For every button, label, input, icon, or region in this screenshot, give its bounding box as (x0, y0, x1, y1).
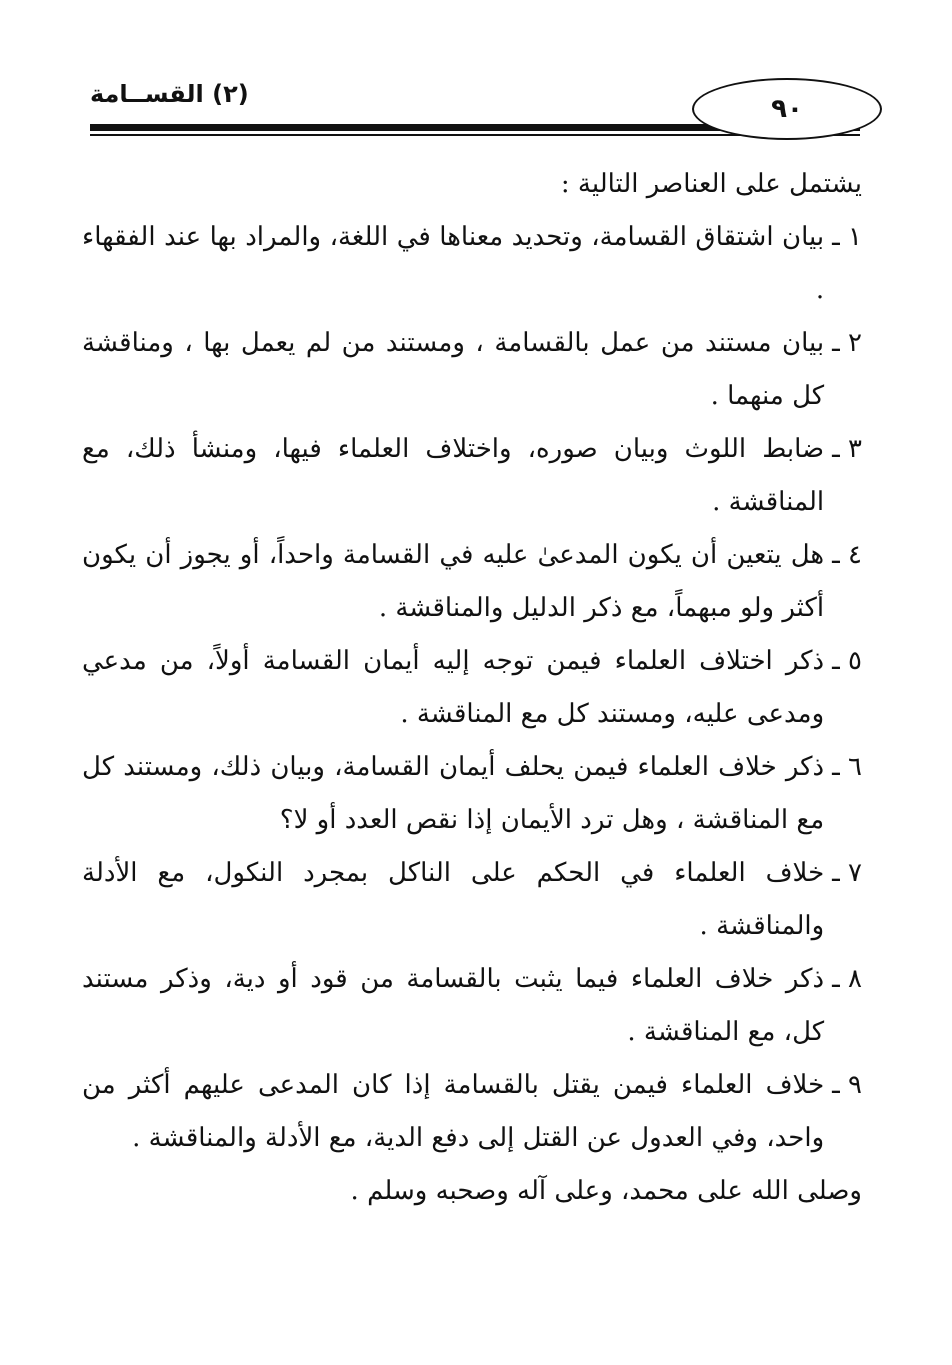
list-item-number: ٥ ـ (832, 646, 862, 676)
list-item-number: ٢ ـ (832, 328, 862, 358)
list-item-text: خلاف العلماء فيمن يقتل بالقسامة إذا كان المدعى عليهم أكثر من واحد، وفي العدول عن القتل إلى دفع الدية، مع الأدلة والمناقشة . (82, 1070, 825, 1153)
list-item-number: ٧ ـ (832, 858, 862, 888)
list-item-text: خلاف العلماء في الحكم على الناكل بمجرد النكول، مع الأدلة والمناقشة . (82, 858, 825, 941)
closing-paragraph: وصلى الله على محمد، وعلى آله وصحبه وسلم . (350, 1176, 862, 1206)
list-item-text: ذكر خلاف العلماء فيما يثبت بالقسامة من قود أو دية، وذكر مستند كل، مع المناقشة . (82, 964, 825, 1047)
list-item-number: ٣ ـ (832, 434, 862, 464)
list-item-text: بيان مستند من عمل بالقسامة ، ومستند من لم يعمل بها ، ومناقشة كل منهما . (82, 328, 825, 411)
list-item-number: ٨ ـ (832, 964, 862, 994)
list-item-text: ضابط اللوث وبيان صوره، واختلاف العلماء فيها، ومنشأ ذلك، مع المناقشة . (82, 434, 825, 517)
list-item (82, 635, 862, 741)
body-text (82, 158, 862, 1218)
list-item (82, 423, 862, 529)
list-item-number: ٤ ـ (832, 540, 862, 570)
list-item (82, 317, 862, 423)
list-item (82, 847, 862, 953)
page-header (80, 60, 860, 150)
intro-paragraph: يشتمل على العناصر التالية : (560, 169, 862, 199)
list-item-number: ٩ ـ (832, 1070, 862, 1100)
list-item-number: ١ ـ (832, 222, 862, 252)
list-item-text: هل يتعين أن يكون المدعىٰ عليه في القسامة واحداً، أو يجوز أن يكون أكثر ولو مبهماً، مع ذكر الدليل والمناقشة . (82, 540, 825, 623)
list-item (82, 1059, 862, 1165)
page-number-oval (692, 78, 882, 140)
list-item-text: ذكر خلاف العلماء فيمن يحلف أيمان القسامة، وبيان ذلك، ومستند كل مع المناقشة ، وهل ترد الأيمان إذا نقص العدد أو لا؟ (82, 752, 825, 835)
elements-list (82, 211, 862, 1165)
list-item-text: ذكر اختلاف العلماء فيمن توجه إليه أيمان القسامة أولاً، من مدعي ومدعى عليه، ومستند كل مع المناقشة . (82, 646, 825, 729)
list-item (82, 741, 862, 847)
page-number: ٩٠ (771, 94, 803, 124)
list-item (82, 953, 862, 1059)
list-item (82, 529, 862, 635)
list-item-number: ٦ ـ (832, 752, 862, 782)
list-item (82, 211, 862, 317)
running-title: (٢) القســامة (90, 80, 249, 108)
list-item-text: بيان اشتقاق القسامة، وتحديد معناها في اللغة، والمراد بها عند الفقهاء . (82, 222, 825, 305)
